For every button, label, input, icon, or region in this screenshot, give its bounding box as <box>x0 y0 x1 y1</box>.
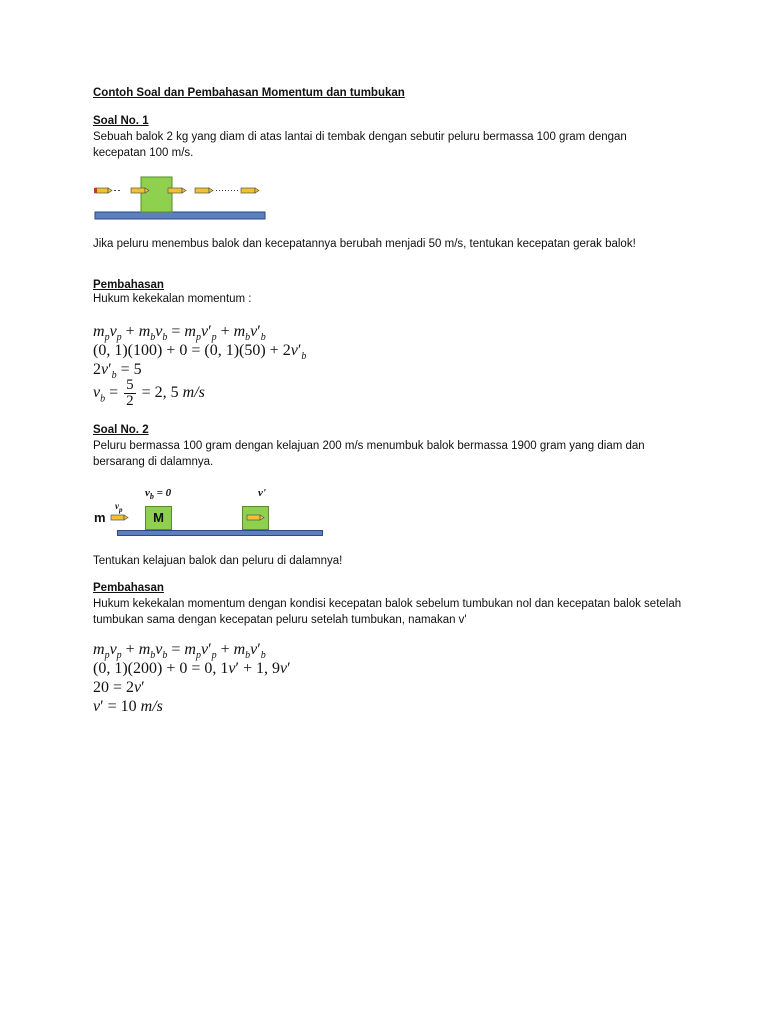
soal2-diagram <box>90 484 330 542</box>
soal2-eq-4-text: = 10 <box>103 698 137 715</box>
soal2-heading: Soal No. 2 <box>93 424 149 436</box>
soal2-text: Peluru bermassa 100 gram dengan kelajuan 200 m/s menumbuk balok bermassa 1900 gram yang diam dan bersarang di dalamnya. <box>93 440 645 468</box>
soal1-text: Sebuah balok 2 kg yang diam di atas lantai di tembak dengan sebutir peluru bermassa 100 gram dengan kecepatan 100 m/s. <box>93 131 627 159</box>
soal1-fraction <box>124 378 136 409</box>
floor <box>95 212 265 219</box>
soal2-eq-1: $m_pv_p + m_bv_b = m_pv'_p + m_bv'_b$ <box>93 641 266 662</box>
soal1-unit: m/s <box>182 384 205 402</box>
soal1-eq-4-text: = 2, 5 <box>141 384 179 402</box>
bullet-start <box>94 188 112 193</box>
soal2-pembahasan-text: Hukum kekekalan momentum dengan kondisi kecepatan balok sebelum tumbukan nol dan kecepatan balok setelah tumbukan sama dengan kecepatan peluru setelah tumbukan, namakan v' <box>93 598 682 626</box>
soal1-eq-3-text: = 5 <box>120 361 142 378</box>
soal2-eq-2-text-b: + 1, 9 <box>238 660 280 677</box>
bullet-4 <box>195 188 213 193</box>
bullet-2 <box>131 188 149 193</box>
soal1-eq-2-text: (0, 1)(100) + 0 = (0, 1)(50) + 2 <box>93 342 291 359</box>
soal1-eq-1: $m_pv_p + m_bv_b = m_pv'_p + m_bv'_b$ <box>93 323 266 344</box>
label-vp: $v_p$ <box>115 501 123 514</box>
soal2-eq-4: v′ = 10 m/s <box>93 698 163 715</box>
bullet-3 <box>168 188 186 193</box>
soal2-pembahasan-heading: Pembahasan <box>93 582 164 594</box>
bullet-end <box>241 188 259 193</box>
soal1-pembahasan-text: Hukum kekekalan momentum : <box>93 293 252 305</box>
soal2-eq-3-text: 20 = 2 <box>93 679 135 696</box>
floor <box>117 530 323 536</box>
soal1-pembahasan-heading: Pembahasan <box>93 279 164 291</box>
soal1-frac-num: 5 <box>126 377 134 393</box>
label-m: m <box>94 510 106 525</box>
embedded-bullet-icon <box>246 514 266 522</box>
soal1-diagram <box>90 172 270 222</box>
block-M: M <box>145 506 172 530</box>
soal2-unit: m/s <box>140 698 163 715</box>
bullet-icon <box>110 514 130 522</box>
soal1-heading: Soal No. 1 <box>93 115 149 127</box>
soal2-eq-2-text: (0, 1)(200) + 0 = 0, 1 <box>93 660 229 677</box>
label-vb: $v_b = 0$ <box>145 487 172 502</box>
soal2-eq-2: (0, 1)(200) + 0 = 0, 1v′ + 1, 9v′ <box>93 660 291 677</box>
soal2-eq-3: 20 = 2v′ <box>93 679 145 696</box>
block <box>141 177 172 212</box>
soal1-eq-3: $2v'_b = 5$ <box>93 361 142 382</box>
label-vprime: v' <box>258 487 266 499</box>
document-title: Contoh Soal dan Pembahasan Momentum dan tumbukan <box>93 87 405 99</box>
soal1-eq-4: $v_b$ = $\frac{5}{2}$ = 2, 5 m/s <box>93 377 205 409</box>
soal1-eq-2: (0, 1)(100) + 0 = (0, $1)(50) + 2v'_b$ <box>93 342 307 363</box>
soal1-frac-den: 2 <box>126 393 134 409</box>
block-after <box>242 506 269 530</box>
soal1-question: Jika peluru menembus balok dan kecepatannya berubah menjadi 50 m/s, tentukan kecepatan gerak balok! <box>93 238 636 250</box>
soal2-question: Tentukan kelajuan balok dan peluru di dalamnya! <box>93 555 343 567</box>
